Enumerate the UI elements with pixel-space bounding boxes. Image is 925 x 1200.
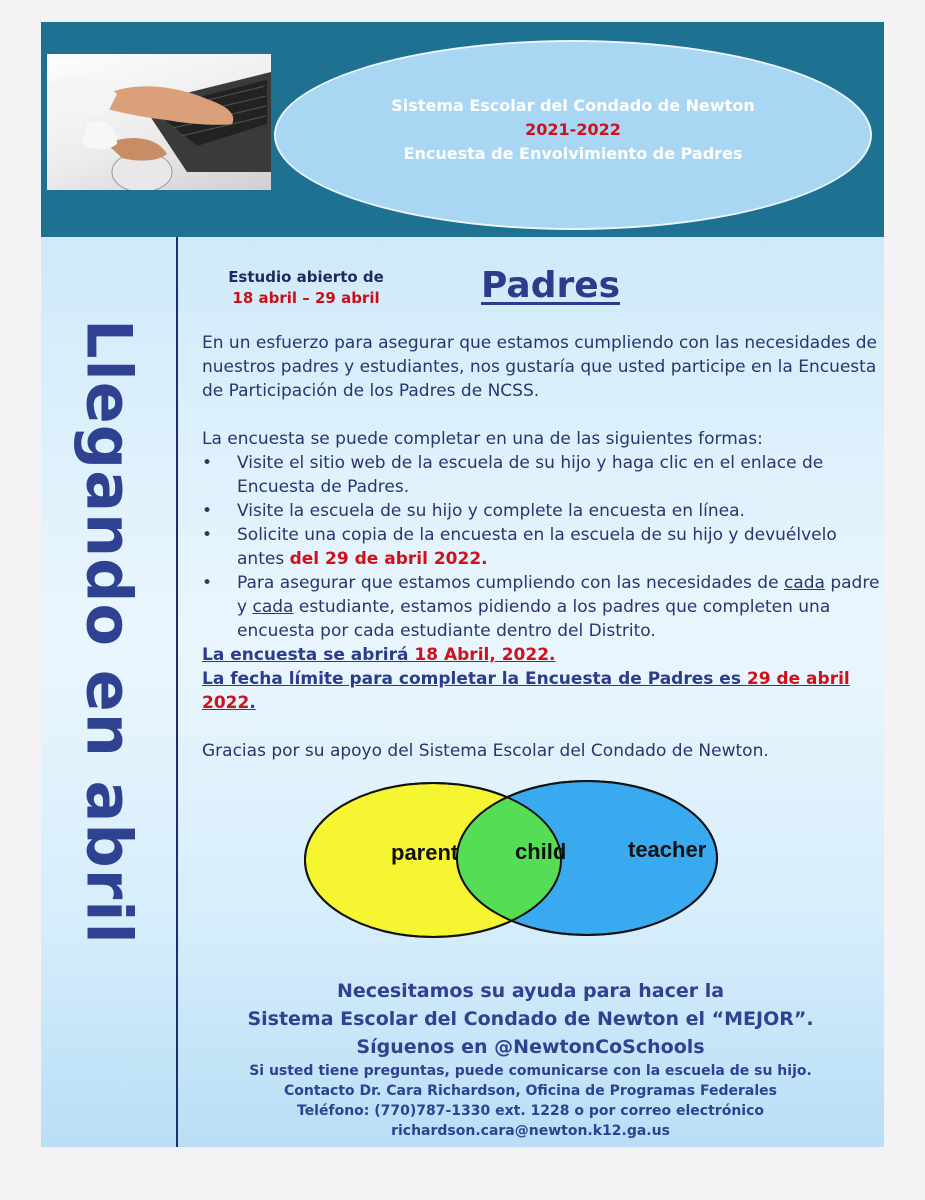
study-period	[201, 267, 411, 309]
bullet-icon: •	[202, 573, 213, 593]
district-name: Sistema Escolar del Condado de Newton	[391, 96, 755, 115]
venn-diagram	[303, 780, 723, 940]
bullet-icon: •	[202, 453, 213, 473]
venn-label-parent: parent	[391, 840, 459, 865]
return-deadline: del 29 de abril 2022.	[289, 549, 488, 569]
deadline-end: .	[249, 693, 256, 713]
survey-open-date: 18 Abril, 2022.	[414, 645, 556, 665]
footer-line: Si usted tiene preguntas, puede comunicarse con la escuela de su hijo.	[249, 1063, 812, 1079]
body-text	[202, 331, 882, 763]
contact-name: Contacto Dr. Cara Richardson, Oficina de Programas Federales	[284, 1083, 777, 1099]
footer	[177, 977, 884, 1141]
bullet-icon: •	[202, 525, 213, 545]
contact-email: richardson.cara@newton.k12.ga.us	[391, 1123, 670, 1139]
bullet-text: Visite la escuela de su hijo y complete la encuesta en línea.	[237, 501, 745, 521]
page-title: Padres	[481, 265, 621, 306]
venn-label-child: child	[515, 839, 567, 864]
bullet-text: Visite el sitio web de la escuela de su hijo y haga clic en el enlace de Encuesta de Padres.	[237, 453, 824, 497]
study-period-label: Estudio abierto de	[228, 268, 384, 286]
header-title	[274, 94, 872, 166]
list-item	[202, 523, 882, 571]
school-year: 2021-2022	[525, 120, 621, 139]
keyboard-mouse-illustration	[47, 54, 271, 190]
social-handle: Síguenos en @NewtonCoSchools	[356, 1036, 705, 1058]
list-item	[202, 451, 882, 499]
bullet-text: estudiante, estamos pidiendo a los padres que completen una encuesta por cada estudiante dentro del Distrito.	[237, 597, 831, 641]
header-band	[41, 22, 884, 237]
deadline-text: La fecha límite para completar la Encuesta de Padres es	[202, 669, 741, 689]
emphasis-cada: cada	[252, 597, 294, 617]
venn-label-teacher: teacher	[628, 837, 707, 862]
side-banner	[57, 319, 161, 945]
footer-line: Necesitamos su ayuda para hacer la	[336, 980, 725, 1002]
ways-intro: La encuesta se puede completar en una de las siguientes formas:	[202, 429, 763, 449]
deadline-line	[202, 667, 882, 715]
keyboard-mouse-photo	[47, 54, 271, 190]
deadline-date: 29 de abril 2022	[202, 669, 850, 713]
thanks-text: Gracias por su apoyo del Sistema Escolar del Condado de Newton.	[202, 741, 769, 761]
bullet-icon: •	[202, 501, 213, 521]
intro-paragraph: En un esfuerzo para asegurar que estamos cumpliendo con las necesidades de nuestros padres y estudiantes, nos gustaría que usted participe en la Encuesta de Participación de los Padres de NCSS.	[202, 333, 877, 401]
survey-name: Encuesta de Envolvimiento de Padres	[403, 144, 743, 163]
side-banner-text: Llegando en abril	[72, 319, 146, 945]
study-period-dates: 18 abril – 29 abril	[232, 289, 380, 307]
bullet-text: Para asegurar que estamos cumpliendo con las necesidades de	[237, 573, 779, 593]
bullet-text: Solicite una copia de la encuesta en la escuela de su hijo y devuélvelo antes	[237, 525, 837, 569]
survey-open-text: La encuesta se abrirá	[202, 645, 409, 665]
survey-open-line	[202, 643, 882, 667]
footer-line: Sistema Escolar del Condado de Newton el “MEJOR”.	[247, 1008, 814, 1030]
list-item	[202, 499, 882, 523]
contact-phone: Teléfono: (770)787-1330 ext. 1228 o por correo electrónico	[297, 1103, 764, 1119]
list-item	[202, 571, 882, 643]
bullet-text: padre y	[237, 573, 880, 617]
emphasis-cada: cada	[783, 573, 825, 593]
flyer	[41, 22, 884, 1147]
